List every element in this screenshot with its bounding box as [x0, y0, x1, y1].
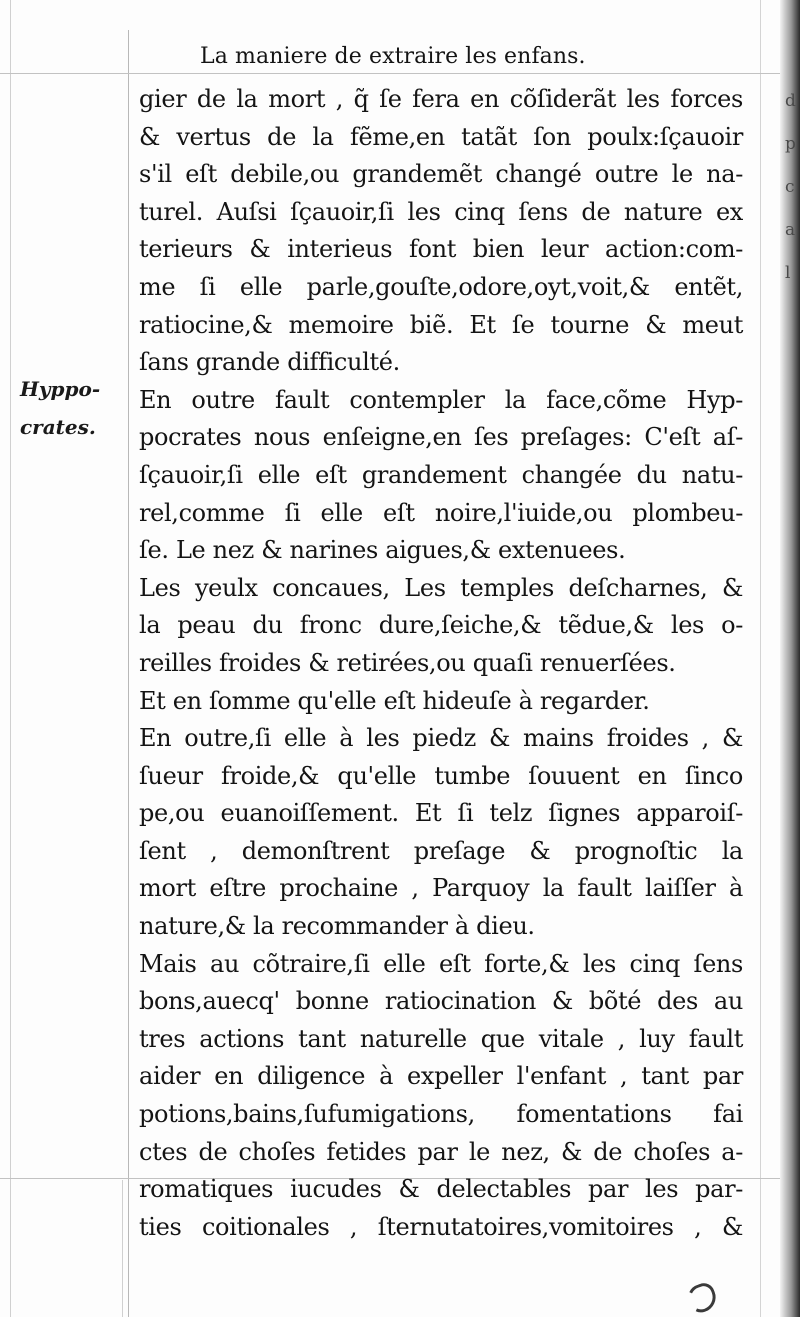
text-line: nature,& la recommander à dieu. [139, 912, 535, 941]
text-line: Les yeulx concaues, Les temples deſcharnes, & [139, 573, 743, 602]
right-margin-rule [760, 0, 761, 1317]
margin-note-line: Hyppo- [20, 377, 101, 401]
text-line: Mais au cõtraire,ſi elle eſt forte,& les cinq ſens [139, 949, 743, 978]
text-line: ties coitionales , ſternutatoires,vomitoires , & [139, 1212, 743, 1241]
edge-letter: l [785, 263, 791, 283]
text-line: terieurs & interieus font bien leur action:com- [139, 235, 743, 264]
text-line: gier de la mort , q̃ ſe fera en cõſiderãt les forces [139, 85, 743, 113]
edge-letter: d [785, 91, 796, 111]
ink-blot-mark [684, 1280, 720, 1316]
adjacent-page-letters [785, 80, 797, 295]
margin-note-line: crates. [20, 415, 96, 439]
text-line: pe,ou euanoiſſement. Et ſi telz ſignes apparoiſ- [139, 799, 743, 828]
text-line: me ſi elle parle,gouſte,odore,oyt,voit,& entẽt, [139, 272, 743, 301]
text-line: pocrates nous enſeigne,en ſes preſages: C'eſt aſ- [139, 423, 743, 452]
text-line: ſent , demonſtrent preſage & prognoſtic la [139, 836, 743, 865]
edge-letter: p [785, 134, 796, 154]
text-line: ſe. Le nez & narines aigues,& extenuees. [139, 536, 626, 565]
text-line: aider en diligence à expeller l'enfant , tant par [139, 1062, 743, 1091]
text-line: potions,bains,ſufumigations, fomentations fai [139, 1100, 743, 1129]
text-line: ſans grande difficulté. [139, 348, 400, 377]
text-line: ctes de choſes fetides par le nez, & de choſes a- [139, 1137, 743, 1166]
margin-note [20, 370, 100, 446]
text-line: reilles froides & retirées,ou quaſi renuerſées. [139, 648, 676, 677]
text-line: En outre,ſi elle à les piedz & mains froides , & [139, 724, 743, 753]
text-line: Et en ſomme qu'elle eſt hideuſe à regarder. [139, 686, 650, 715]
lower-left-rule [122, 1180, 123, 1317]
running-head: La maniere de extraire les enfans. [200, 44, 586, 69]
top-rule [0, 73, 780, 74]
text-line: rel,comme ſi elle eſt noire,l'iuide,ou plombeu- [139, 498, 743, 527]
outer-margin-rule [10, 0, 11, 1317]
text-line: ſçauoir,ſi elle eſt grandement changée du natu- [139, 460, 743, 489]
text-line: romatiques iucudes & delectables par les par- [139, 1175, 743, 1204]
text-line: turel. Auſsi ſçauoir,ſi les cinq ſens de nature ex [139, 197, 743, 226]
left-margin-rule [128, 30, 129, 1317]
text-line: tres actions tant naturelle que vitale , luy fault [139, 1024, 743, 1053]
text-line: la peau du fronc dure,ſeiche,& tẽdue,& les o- [139, 611, 743, 640]
text-line: ratiocine,& memoire biẽ. Et ſe tourne & meut [139, 310, 743, 339]
text-line: & vertus de la fẽme,en tatãt ſon poulx:ſçauoir [139, 122, 743, 151]
edge-letter: c [785, 177, 795, 197]
text-line: bons,auecq' bonne ratiocination & bõté des au [139, 987, 743, 1016]
edge-letter: a [785, 220, 796, 240]
text-line: s'il eſt debile,ou grandemẽt changé outre le na- [139, 160, 743, 189]
text-line: mort eſtre prochaine , Parquoy la fault laiſſer à [139, 874, 743, 903]
text-line: En outre fault contempler la face,cõme Hyp- [139, 385, 743, 414]
body-text [139, 81, 743, 1246]
text-line: ſueur froide,& qu'elle tumbe ſouuent en ſinco [139, 761, 743, 790]
